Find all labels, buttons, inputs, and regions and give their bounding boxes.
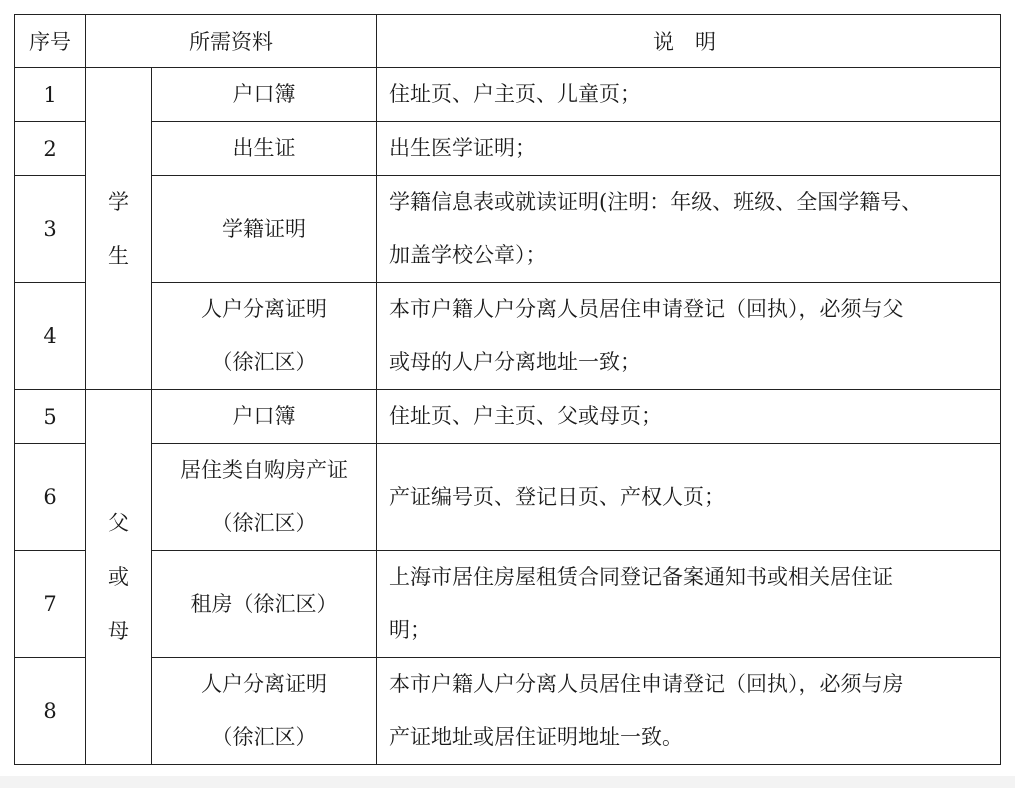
row-seq: 6: [15, 444, 86, 551]
header-seq: 序号: [15, 15, 86, 68]
table-row: [15, 68, 1001, 122]
group-char: 母: [108, 619, 129, 643]
group-student: [86, 68, 152, 390]
row-seq: 1: [15, 68, 86, 122]
doc-line: （徐汇区）: [211, 350, 317, 374]
doc-line: 学籍证明: [222, 216, 306, 241]
doc-line: 租房（徐汇区）: [190, 591, 338, 616]
doc-line: 户口簿: [232, 404, 296, 428]
doc-line: （徐汇区）: [211, 725, 317, 749]
row-doc: [152, 551, 377, 658]
row-seq: 5: [15, 390, 86, 444]
table-row: [15, 176, 1001, 283]
row-seq: 4: [15, 283, 86, 390]
row-doc: [152, 658, 377, 765]
row-desc: [377, 444, 1001, 551]
row-seq: 3: [15, 176, 86, 283]
header-materials: 所需资料: [86, 15, 377, 68]
row-seq: 7: [15, 551, 86, 658]
doc-line: （徐汇区）: [211, 511, 317, 535]
desc-line: 本市户籍人户分离人员居住申请登记（回执），必须与房: [389, 672, 904, 696]
desc-line: 明；: [389, 618, 431, 642]
doc-line: 人户分离证明: [201, 297, 327, 321]
doc-line: 户口簿: [232, 82, 296, 106]
desc-line: 住址页、户主页、儿童页；: [389, 82, 641, 106]
desc-line: 加盖学校公章）；: [389, 243, 547, 267]
row-doc: [152, 390, 377, 444]
row-seq: 2: [15, 122, 86, 176]
row-doc: [152, 68, 377, 122]
header-desc: 说 明: [377, 15, 1001, 68]
table-row: [15, 283, 1001, 390]
group-char: 或: [108, 565, 129, 589]
row-seq: 8: [15, 658, 86, 765]
row-doc: [152, 283, 377, 390]
row-doc: [152, 444, 377, 551]
doc-line: 居住类自购房产证: [180, 458, 348, 482]
desc-line: 住址页、户主页、父或母页；: [389, 404, 662, 428]
row-desc: [377, 283, 1001, 390]
desc-line: 本市户籍人户分离人员居住申请登记（回执），必须与父: [389, 297, 904, 321]
desc-line: 学籍信息表或就读证明(注明：年级、班级、全国学籍号、: [389, 190, 923, 214]
page-bottom-strip: [0, 776, 1015, 788]
group-parent: [86, 390, 152, 765]
table-row: [15, 390, 1001, 444]
row-desc: [377, 176, 1001, 283]
group-char: 生: [108, 243, 129, 268]
table-row: [15, 551, 1001, 658]
row-desc: [377, 658, 1001, 765]
row-desc: [377, 551, 1001, 658]
row-desc: [377, 122, 1001, 176]
doc-line: 出生证: [232, 136, 296, 160]
table-row: [15, 444, 1001, 551]
requirements-table: [14, 14, 1001, 765]
group-char: 学: [108, 189, 129, 214]
group-char: 父: [108, 511, 129, 535]
table-row: [15, 658, 1001, 765]
table-row: [15, 122, 1001, 176]
desc-line: 或母的人户分离地址一致；: [389, 350, 641, 374]
desc-line: 产证编号页、登记日页、产权人页；: [389, 484, 725, 509]
table-header-row: [15, 15, 1001, 68]
row-desc: [377, 68, 1001, 122]
row-doc: [152, 122, 377, 176]
desc-line: 产证地址或居住证明地址一致。: [389, 725, 683, 749]
doc-line: 人户分离证明: [201, 672, 327, 696]
row-desc: [377, 390, 1001, 444]
desc-line: 上海市居住房屋租赁合同登记备案通知书或相关居住证: [389, 565, 893, 589]
desc-line: 出生医学证明；: [389, 136, 536, 160]
row-doc: [152, 176, 377, 283]
